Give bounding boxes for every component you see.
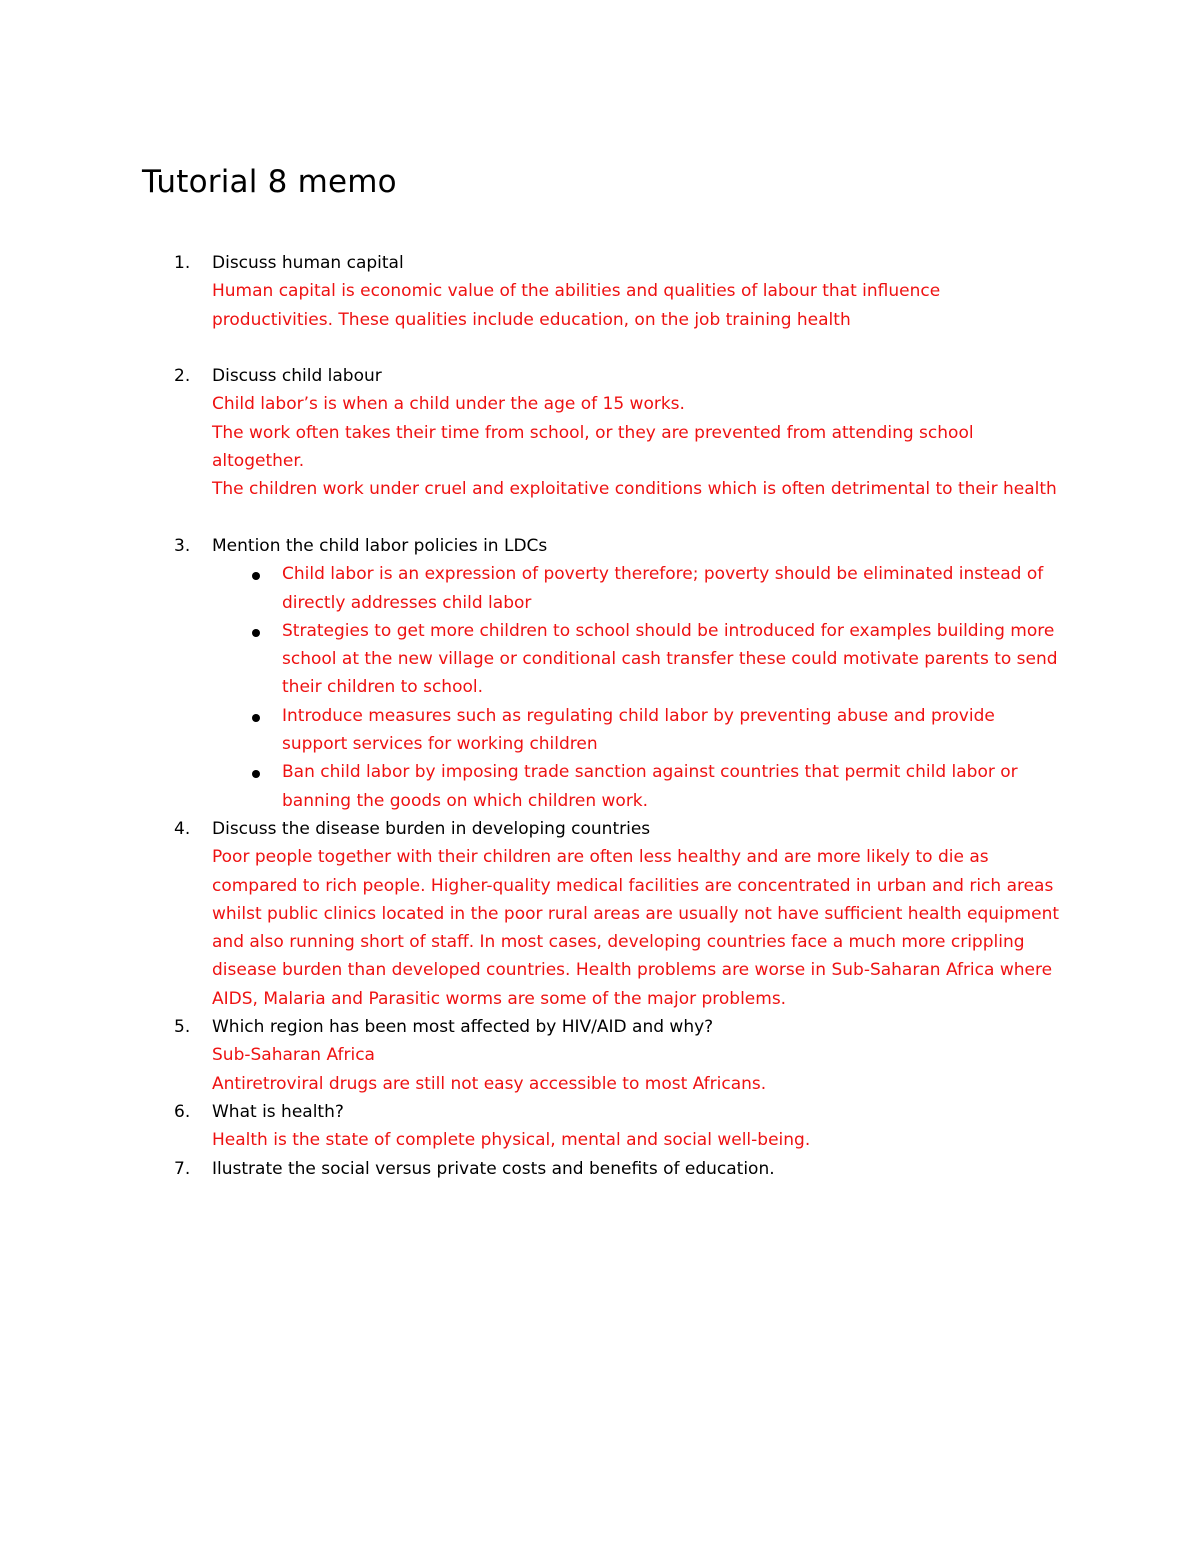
bullet-dot-icon <box>252 629 260 637</box>
question-text: Which region has been most affected by HIV/AID and why? <box>212 1017 714 1038</box>
question-item-5 <box>142 1013 1062 1098</box>
question-item-4 <box>142 815 1062 1013</box>
policy-bullet-list <box>212 560 1062 815</box>
bullet-item <box>212 560 1062 617</box>
question-number: 4. <box>174 818 191 839</box>
question-text: What is health? <box>212 1101 344 1122</box>
question-item-6 <box>142 1098 1062 1155</box>
question-number: 3. <box>174 535 191 556</box>
question-number: 1. <box>174 253 191 273</box>
answer-text: Health is the state of complete physical, mental and social well-being. <box>212 1130 811 1151</box>
question-number: 5. <box>174 1017 191 1038</box>
bullet-dot-icon <box>252 572 260 580</box>
answer-text: Human capital is economic value of the abilities and qualities of labour that influence productivities. These qualities include education, on the job training health <box>212 281 941 330</box>
question-text: Discuss the disease burden in developing countries <box>212 818 651 839</box>
bullet-item <box>212 702 1062 759</box>
question-text: Mention the child labor policies in LDCs <box>212 535 548 556</box>
bullet-text: Strategies to get more children to school should be introduced for examples building more school at the new village or conditional cash transfer these could motivate parents to send their children to school. <box>282 620 1058 698</box>
answer-text: Child labor’s is when a child under the age of 15 works. <box>212 394 685 415</box>
answer-text: Sub-Saharan Africa <box>212 1045 375 1066</box>
question-text: Discuss human capital <box>212 253 404 273</box>
question-text: Ilustrate the social versus private costs and benefits of education. <box>212 1158 775 1179</box>
question-item-1 <box>142 249 1062 334</box>
question-number: 7. <box>174 1158 191 1179</box>
bullet-item <box>212 758 1062 815</box>
answer-text: Poor people together with their children are often less healthy and are more likely to die as compared to rich people. Higher-quality medical facilities are concentrated in urban and rich areas whilst public clinics located in the poor rural areas are usually not have sufficient health equipment and also running short of staff. In most cases, developing countries face a much more crippling disease burden than developed countries. Health problems are worse in Sub-Saharan Africa where AIDS, Malaria and Parasitic worms are some of the major problems. <box>212 847 1060 1009</box>
question-item-3 <box>142 532 1062 815</box>
question-number: 6. <box>174 1101 191 1122</box>
bullet-dot-icon <box>252 770 260 778</box>
answer-text: The children work under cruel and exploitative conditions which is often detrimental to their health <box>212 479 1057 500</box>
answer-text: The work often takes their time from school, or they are prevented from attending school altogether. <box>212 422 974 472</box>
answer-text: Antiretroviral drugs are still not easy accessible to most Africans. <box>212 1073 767 1094</box>
question-number: 2. <box>174 366 191 387</box>
bullet-text: Ban child labor by imposing trade sanction against countries that permit child labor or banning the goods on which children work. <box>282 762 1018 811</box>
bullet-dot-icon <box>252 714 260 722</box>
question-item-7 <box>142 1155 1062 1183</box>
question-list <box>142 249 1062 1183</box>
bullet-text: Introduce measures such as regulating child labor by preventing abuse and provide support services for working children <box>282 705 995 755</box>
question-item-2 <box>142 362 1062 503</box>
bullet-text: Child labor is an expression of poverty therefore; poverty should be eliminated instead of directly addresses child labor <box>282 564 1044 613</box>
question-text: Discuss child labour <box>212 366 382 387</box>
document-title: Tutorial 8 memo <box>142 164 397 200</box>
bullet-item <box>212 617 1062 702</box>
